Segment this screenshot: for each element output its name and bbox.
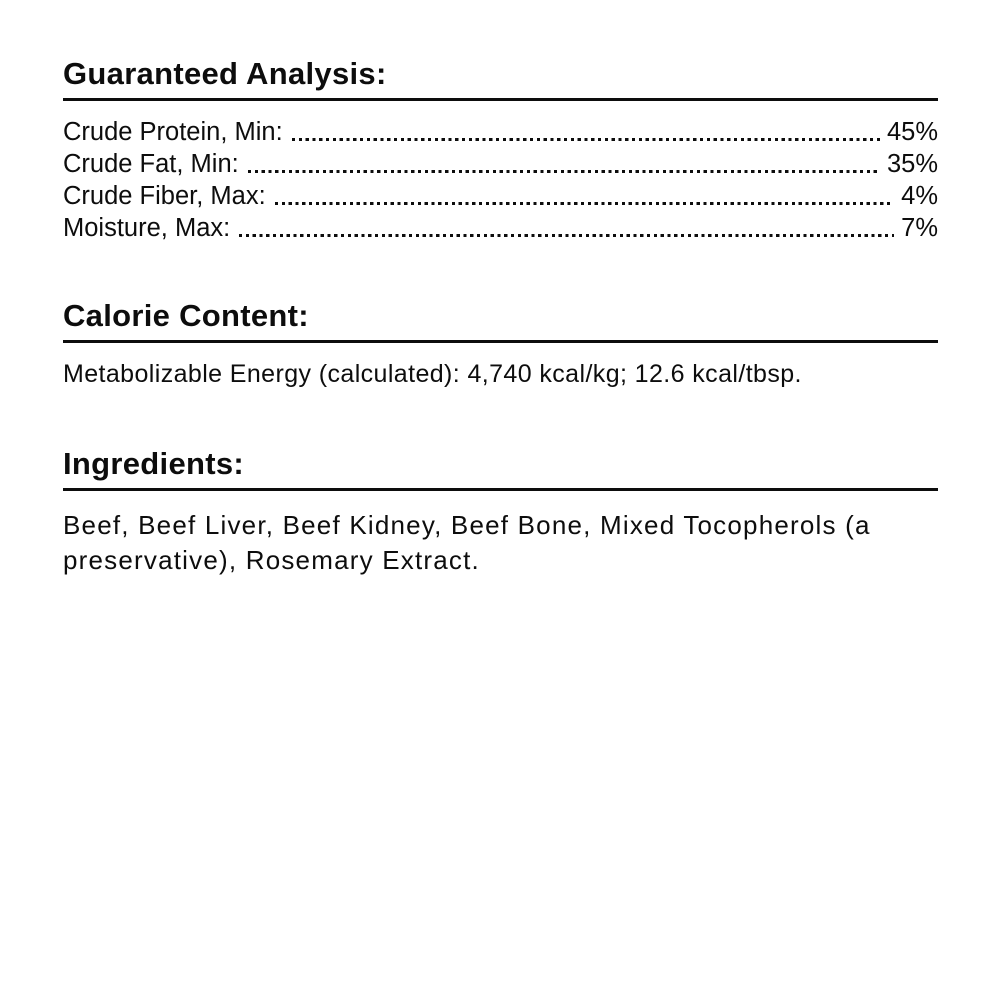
analysis-row-label: Moisture, Max: bbox=[63, 214, 231, 242]
ingredients-heading: Ingredients: bbox=[63, 446, 245, 481]
table-row bbox=[63, 179, 938, 211]
analysis-row-value: 4% bbox=[901, 182, 938, 210]
table-row bbox=[63, 147, 938, 179]
dotted-leader bbox=[275, 202, 894, 205]
analysis-row-value: 7% bbox=[901, 214, 938, 242]
ingredients-section bbox=[63, 448, 938, 578]
calorie-content-text: Metabolizable Energy (calculated): 4,740 kcal/kg; 12.6 kcal/tbsp. bbox=[63, 360, 802, 388]
analysis-row-label: Crude Protein, Min: bbox=[63, 118, 283, 146]
dotted-leader bbox=[239, 234, 894, 237]
table-row bbox=[63, 211, 938, 243]
calorie-content-divider bbox=[63, 340, 938, 343]
analysis-row-value: 45% bbox=[886, 118, 938, 146]
analysis-row-value: 35% bbox=[886, 150, 938, 178]
dotted-leader bbox=[292, 138, 880, 141]
guaranteed-analysis-divider bbox=[63, 98, 938, 101]
analysis-table bbox=[63, 115, 938, 243]
ingredients-text: Beef, Beef Liver, Beef Kidney, Beef Bone, Mixed Tocopherols (a preservative), Rosemary Extract. bbox=[63, 510, 871, 575]
ingredients-divider bbox=[63, 488, 938, 491]
analysis-row-label: Crude Fiber, Max: bbox=[63, 182, 266, 210]
guaranteed-analysis-section bbox=[63, 58, 938, 243]
guaranteed-analysis-heading: Guaranteed Analysis: bbox=[63, 56, 387, 91]
calorie-content-heading: Calorie Content: bbox=[63, 298, 309, 333]
table-row bbox=[63, 115, 938, 147]
analysis-row-label: Crude Fat, Min: bbox=[63, 150, 239, 178]
dotted-leader bbox=[248, 170, 880, 173]
calorie-content-section bbox=[63, 300, 938, 389]
